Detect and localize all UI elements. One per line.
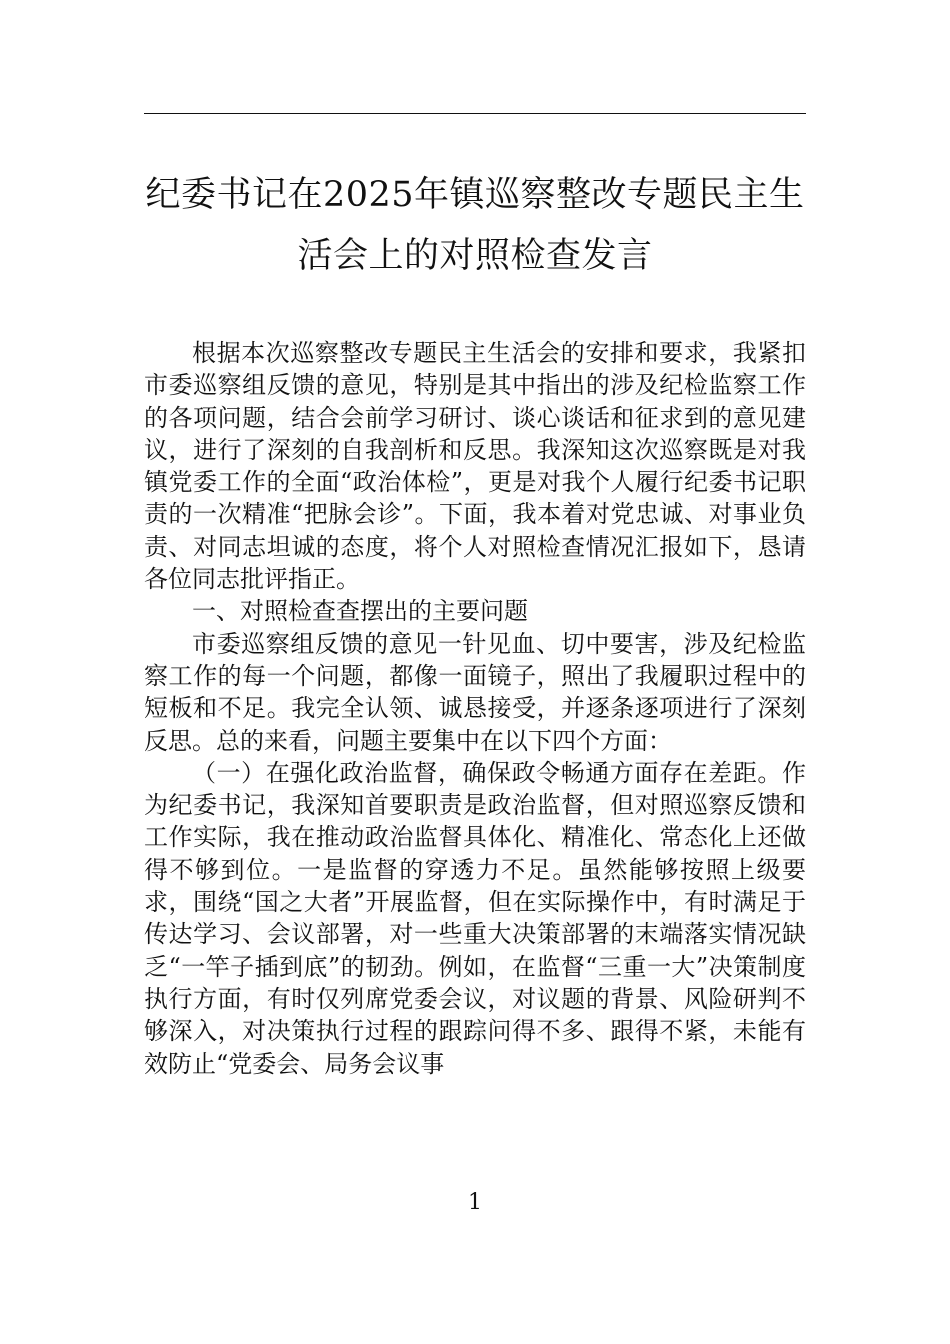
title-line-2: 活会上的对照检查发言 xyxy=(297,236,653,276)
section-1-paragraph: 市委巡察组反馈的意见一针见血、切中要害，涉及纪检监察工作的每一个问题，都像一面镜子，照出了我履职过程中的短板和不足。我完全认领、诚恳接受，并逐条逐项进行了深刻反思。总的来看，问题主要集中在以下四个方面： xyxy=(144,629,806,755)
section-heading-1: 一、对照检查查摆出的主要问题 xyxy=(192,597,528,626)
header-rule xyxy=(144,113,806,114)
intro-paragraph: 根据本次巡察整改专题民主生活会的安排和要求，我紧扣市委巡察组反馈的意见，特别是其中指出的涉及纪检监察工作的各项问题，结合会前学习研讨、谈心谈话和征求到的意见建议，进行了深刻的自我剖析和反思。我深知这次巡察既是对我镇党委工作的全面“政治体检”，更是对我个人履行纪委书记职责的一次精准“把脉会诊”。下面，我本着对党忠诚、对事业负责、对同志坦诚的态度，将个人对照检查情况汇报如下，恳请各位同志批评指正。 xyxy=(144,339,806,594)
document-title xyxy=(144,165,806,287)
title-line-1: 纪委书记在2025年镇巡察整改专题民主生 xyxy=(145,175,805,215)
subsection-1-paragraph: （一）在强化政治监督，确保政令畅通方面存在差距。作为纪委书记，我深知首要职责是政治监督，但对照巡察反馈和工作实际，我在推动政治监督具体化、精准化、常态化上还做得不够到位。一是监督的穿透力不足。虽然能够按照上级要求，围绕“国之大者”开展监督，但在实际操作中，有时满足于传达学习、会议部署，对一些重大决策部署的末端落实情况缺乏“一竿子插到底”的韧劲。例如，在监督“三重一大”决策制度执行方面，有时仅列席党委会议，对议题的背景、风险研判不够深入，对决策执行过程的跟踪问得不多、跟得不紧，未能有效防止“党委会、局务会议事 xyxy=(144,758,806,1078)
document-body xyxy=(144,337,806,1080)
page-number: 1 xyxy=(468,1190,482,1215)
